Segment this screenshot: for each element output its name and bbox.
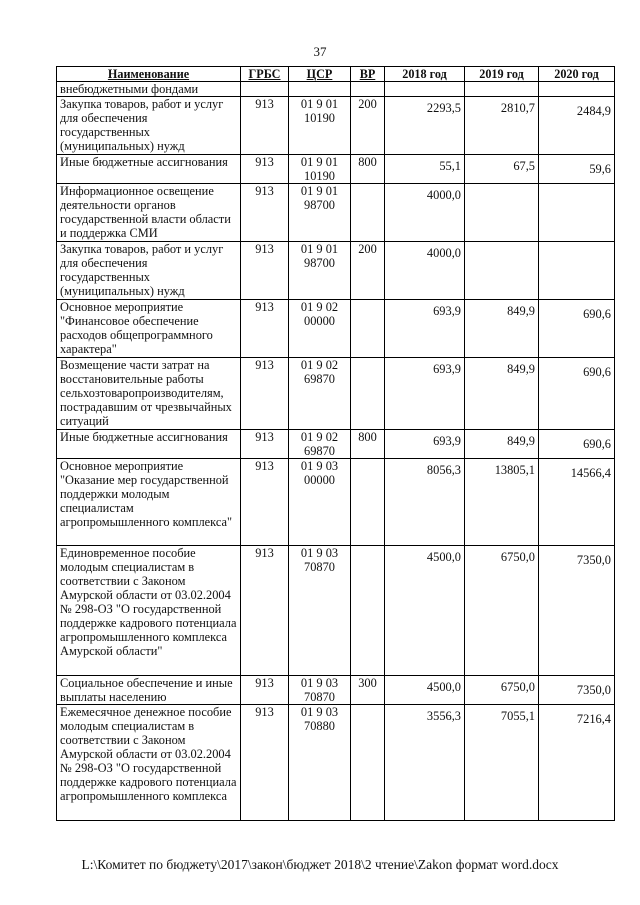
cell-csr: 01 9 02 00000 (289, 300, 351, 358)
cell-grbs: 913 (241, 155, 289, 184)
table-row (57, 97, 615, 155)
cell-grbs: 913 (241, 430, 289, 459)
header-2018: 2018 год (385, 67, 465, 82)
table-row (57, 82, 615, 97)
table-row (57, 358, 615, 430)
cell-2019 (465, 82, 539, 97)
cell-name: внебюджетными фондами (57, 82, 241, 97)
cell-grbs: 913 (241, 358, 289, 430)
cell-2019: 7055,1 (465, 705, 539, 821)
cell-2018: 693,9 (385, 300, 465, 358)
header-2019: 2019 год (465, 67, 539, 82)
cell-name: Закупка товаров, работ и услуг для обеспечения государственных (муниципальных) нужд (57, 97, 241, 155)
cell-2018: 4500,0 (385, 676, 465, 705)
cell-2020: 7350,0 (539, 546, 615, 676)
cell-grbs: 913 (241, 459, 289, 546)
cell-vr (351, 459, 385, 546)
cell-vr (351, 82, 385, 97)
cell-2019: 849,9 (465, 430, 539, 459)
table-row (57, 155, 615, 184)
cell-2018: 8056,3 (385, 459, 465, 546)
cell-2020 (539, 242, 615, 300)
cell-2019 (465, 242, 539, 300)
cell-vr (351, 705, 385, 821)
header-2020: 2020 год (539, 67, 615, 82)
cell-name: Закупка товаров, работ и услуг для обеспечения государственных (муниципальных) нужд (57, 242, 241, 300)
cell-csr: 01 9 03 00000 (289, 459, 351, 546)
cell-2019: 849,9 (465, 358, 539, 430)
cell-csr (289, 82, 351, 97)
table-row (57, 546, 615, 676)
cell-grbs: 913 (241, 97, 289, 155)
table-row (57, 705, 615, 821)
cell-vr (351, 184, 385, 242)
cell-2018: 4000,0 (385, 184, 465, 242)
cell-name: Возмещение части затрат на восстановительные работы сельхозтоваропроизводителям, пострадавшим от чрезвычайных ситуаций (57, 358, 241, 430)
header-grbs: ГРБС (241, 67, 289, 82)
header-csr: ЦСР (289, 67, 351, 82)
cell-2018: 55,1 (385, 155, 465, 184)
cell-vr: 800 (351, 430, 385, 459)
cell-csr: 01 9 03 70870 (289, 676, 351, 705)
cell-csr: 01 9 03 70870 (289, 546, 351, 676)
cell-2019: 6750,0 (465, 676, 539, 705)
cell-csr: 01 9 02 69870 (289, 358, 351, 430)
cell-2019: 6750,0 (465, 546, 539, 676)
cell-2019: 13805,1 (465, 459, 539, 546)
cell-csr: 01 9 01 98700 (289, 184, 351, 242)
cell-csr: 01 9 02 69870 (289, 430, 351, 459)
cell-vr: 200 (351, 97, 385, 155)
table-row (57, 459, 615, 546)
cell-2018: 2293,5 (385, 97, 465, 155)
cell-grbs: 913 (241, 546, 289, 676)
cell-name: Иные бюджетные ассигнования (57, 155, 241, 184)
cell-2020: 59,6 (539, 155, 615, 184)
cell-2020 (539, 82, 615, 97)
cell-2020: 690,6 (539, 300, 615, 358)
cell-name: Иные бюджетные ассигнования (57, 430, 241, 459)
cell-2018 (385, 82, 465, 97)
page-number: 37 (313, 44, 327, 59)
header-name: Наименование (57, 67, 241, 82)
cell-name: Информационное освещение деятельности органов государственной власти области и поддержка СМИ (57, 184, 241, 242)
table-row (57, 430, 615, 459)
cell-2019: 67,5 (465, 155, 539, 184)
cell-2019: 849,9 (465, 300, 539, 358)
cell-2018: 693,9 (385, 358, 465, 430)
cell-2019 (465, 184, 539, 242)
cell-vr: 200 (351, 242, 385, 300)
cell-name: Основное мероприятие "Финансовое обеспечение расходов общепрограммного характера" (57, 300, 241, 358)
cell-csr: 01 9 01 10190 (289, 97, 351, 155)
cell-2019: 2810,7 (465, 97, 539, 155)
budget-table (56, 66, 615, 821)
cell-2020: 2484,9 (539, 97, 615, 155)
cell-2020: 7350,0 (539, 676, 615, 705)
cell-2018: 693,9 (385, 430, 465, 459)
table-row (57, 676, 615, 705)
table-header-row (57, 67, 615, 82)
cell-vr (351, 546, 385, 676)
cell-name: Ежемесячное денежное пособие молодым специалистам в соответствии с Законом Амурской области от 03.02.2004 № 298-ОЗ "О государственной поддержке кадрового потенциала агропромышленного комплекса (57, 705, 241, 821)
cell-2020 (539, 184, 615, 242)
cell-name: Основное мероприятие "Оказание мер государственной поддержки молодым специалистам агропромышленного комплекса" (57, 459, 241, 546)
cell-name: Единовременное пособие молодым специалистам в соответствии с Законом Амурской области от 03.02.2004 № 298-ОЗ "О государственной поддержке кадрового потенциала агропромышленного комплекса Амурской области" (57, 546, 241, 676)
footer-file-path: L:\Комитет по бюджету\2017\закон\бюджет 2018\2 чтение\Zakon формат word.docx (81, 857, 559, 872)
cell-2018: 3556,3 (385, 705, 465, 821)
table-row (57, 184, 615, 242)
table-row (57, 300, 615, 358)
cell-2020: 690,6 (539, 430, 615, 459)
cell-grbs: 913 (241, 300, 289, 358)
cell-grbs: 913 (241, 184, 289, 242)
cell-vr: 300 (351, 676, 385, 705)
cell-grbs: 913 (241, 242, 289, 300)
cell-2020: 690,6 (539, 358, 615, 430)
cell-2018: 4000,0 (385, 242, 465, 300)
cell-vr (351, 358, 385, 430)
cell-csr: 01 9 01 10190 (289, 155, 351, 184)
cell-vr (351, 300, 385, 358)
cell-csr: 01 9 03 70880 (289, 705, 351, 821)
cell-csr: 01 9 01 98700 (289, 242, 351, 300)
cell-vr: 800 (351, 155, 385, 184)
table-row (57, 242, 615, 300)
cell-grbs: 913 (241, 705, 289, 821)
cell-name: Социальное обеспечение и иные выплаты населению (57, 676, 241, 705)
cell-grbs (241, 82, 289, 97)
header-vr: ВР (351, 67, 385, 82)
cell-2020: 7216,4 (539, 705, 615, 821)
cell-grbs: 913 (241, 676, 289, 705)
cell-2018: 4500,0 (385, 546, 465, 676)
cell-2020: 14566,4 (539, 459, 615, 546)
